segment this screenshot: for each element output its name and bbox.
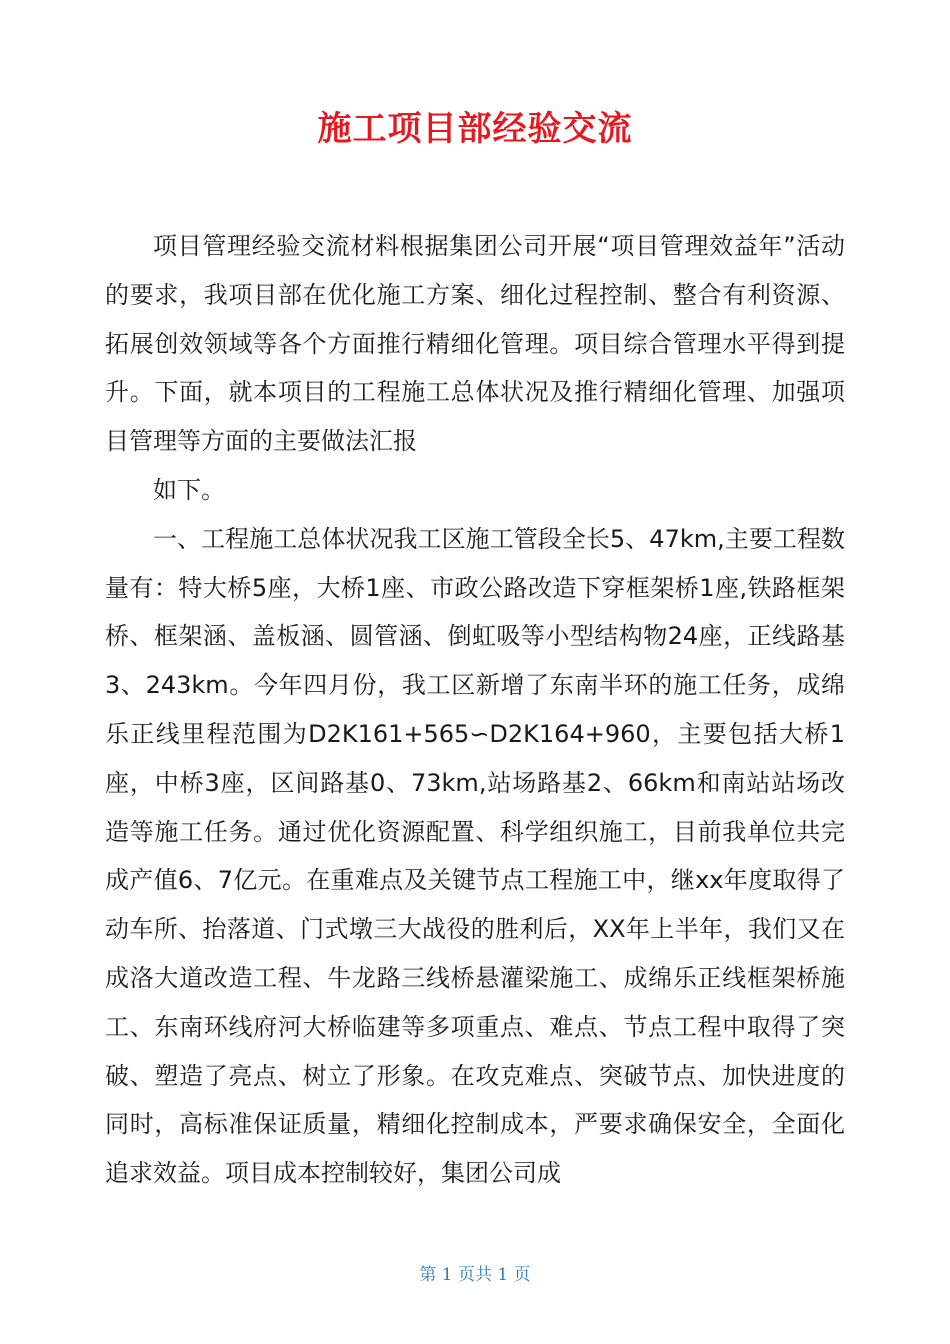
page-footer: 第 1 页共 1 页 <box>419 1265 531 1285</box>
paragraph-intro: 项目管理经验交流材料根据集团公司开展“项目管理效益年”活动的要求，我项目部在优化施工方案、细化过程控制、整合有利资源、拓展创效领域等各个方面推行精细化管理。项目综合管理水平得到提升。下面，就本项目的工程施工总体状况及推行精细化管理、加强项目管理等方面的主要做法汇报 <box>105 232 845 456</box>
paragraph-continuation: 如下。 <box>153 475 225 504</box>
document-body <box>105 222 845 1198</box>
document-title: 施工项目部经验交流 <box>317 109 633 149</box>
paragraph-section-one: 一、工程施工总体状况我工区施工管段全长5、47km,主要工程数量有：特大桥5座，大桥1座、市政公路改造下穿框架桥1座,铁路框架桥、框架涵、盖板涵、圆管涵、倒虹吸等小型结构物24座，正线路基3、243km。今年四月份，我工区新增了东南半环的施工任务，成绵乐正线里程范围为D2K161+565∽D2K164+960，主要包括大桥1座，中桥3座，区间路基0、73km,站场路基2、66km和南站站场改造等施工任务。通过优化资源配置、科学组织施工，目前我单位共完成产值6、7亿元。在重难点及关键节点工程施工中，继xx年度取得了动车所、抬落道、门式墩三大战役的胜利后，XX年上半年，我们又在成洛大道改造工程、牛龙路三线桥悬灌梁施工、成绵乐正线框架桥施工、东南环线府河大桥临建等多项重点、难点、节点工程中取得了突破、塑造了亮点、树立了形象。在攻克难点、突破节点、加快进度的同时，高标准保证质量，精细化控制成本，严要求确保安全，全面化追求效益。项目成本控制较好，集团公司成 <box>105 524 845 1188</box>
